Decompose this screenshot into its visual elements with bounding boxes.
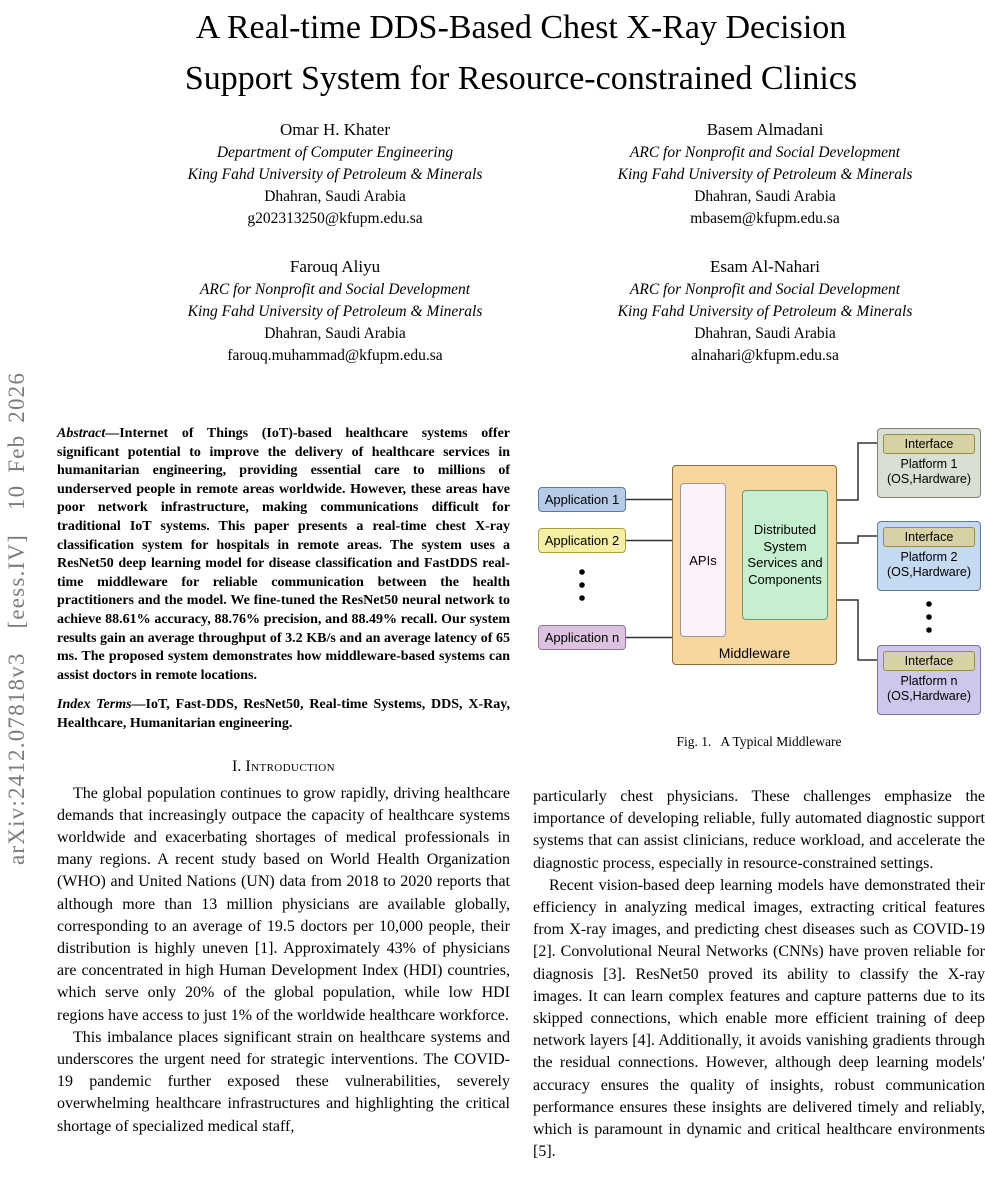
distributed-services-box: Distributed System Services and Components <box>742 490 828 620</box>
right-column-text <box>533 786 985 1163</box>
author-name: Farouq Aliyu <box>289 257 381 276</box>
application-n-box: Application n <box>538 625 626 650</box>
arxiv-watermark: arXiv:2412.07818v3 [eess.IV] 10 Feb 2026 <box>4 371 29 865</box>
author-name: Omar H. Khater <box>280 120 390 139</box>
author-university: King Fahd University of Petroleum & Minerals <box>617 166 913 183</box>
interface-box-1: Interface <box>883 434 975 454</box>
intro-paragraph-1: The global population continues to grow rapidly, driving healthcare demands that increasingly outpace the capacity of healthcare systems worldwide and exacerbating shortages of medical professionals in many regions. A recent study based on World Health Organization (WHO) and United Nations (UN) data from 2018 to 2020 reports that although more than 13 million physicians are available globally, corresponding to an average of 19.5 doctors per 10,000 people, their distribution is highly uneven [1]. Approximately 43% of physicians are concentrated in high Human Development Index (HDI) countries, which serve only 20% of the global population, while low HDI regions have access to just 1% of the worldwide healthcare workforce. <box>57 784 510 1024</box>
author-block <box>120 118 980 367</box>
author-email: alnahari@kfupm.edu.sa <box>691 347 839 364</box>
paper-title <box>57 2 985 104</box>
middleware-diagram <box>533 425 985 725</box>
author-name: Esam Al-Nahari <box>710 257 820 276</box>
intro-paragraph-4: Recent vision-based deep learning models have demonstrated their efficiency in analyzing medical images, extracting critical features from X-ray images, and predicting chest diseases such as COVID-19 [2]. Convolutional Neural Networks (CNNs) have proven reliable for diagnosis [3]. ResNet50 proved its ability to classify the X-ray images. It can learn complex features and capture patterns due to its skipped connections, which enable more efficient training of deep network layers [4]. Additionally, it avoids vanishing gradients through the residual connections. However, although deep learning models' accuracy ensures the quality of insights, robust communication performance ensures these insights are delivered timely and reliably, which is paramount in dynamic and critical healthcare environments [5]. <box>533 876 985 1161</box>
author-3 <box>120 255 550 367</box>
interface-box-n: Interface <box>883 651 975 671</box>
applications-ellipsis-dots <box>579 569 585 601</box>
section-number: I. <box>232 757 242 775</box>
application-2-box: Application 2 <box>538 528 626 553</box>
platform-1-name: Platform 1 <box>900 457 958 471</box>
platform-1-group <box>877 428 981 498</box>
platform2-connector <box>837 536 877 543</box>
section-heading-introduction <box>57 758 510 776</box>
author-university: King Fahd University of Petroleum & Minerals <box>187 303 483 320</box>
author-location: Dhahran, Saudi Arabia <box>264 188 406 205</box>
author-location: Dhahran, Saudi Arabia <box>694 325 836 342</box>
figure-caption-text: A Typical Middleware <box>720 734 842 749</box>
middleware-label: Middleware <box>718 645 791 661</box>
author-department: ARC for Nonprofit and Social Development <box>629 281 901 298</box>
platform-n-sub: (OS,Hardware) <box>886 689 972 703</box>
author-department: ARC for Nonprofit and Social Development <box>199 281 471 298</box>
author-location: Dhahran, Saudi Arabia <box>264 325 406 342</box>
author-email: farouq.muhammad@kfupm.edu.sa <box>227 347 443 364</box>
left-column <box>57 425 510 1138</box>
platform-2-group <box>877 521 981 591</box>
author-department: ARC for Nonprofit and Social Development <box>629 144 901 161</box>
abstract-text: —Internet of Things (IoT)-based healthcare systems offer significant potential to improve the delivery of healthcare services in humanitarian engineering, providing essential care to millions of underserved people in remote areas worldwide. However, these areas have poor network infrastructure, making communications difficult for traditional IoT systems. This paper presents a real-time chest X-ray classification system for hospitals in remote areas. The system uses a ResNet50 deep learning model for disease classification and FastDDS real-time middleware for reliable communication between the health practitioners and the model. We fine-tuned the ResNet50 neural network to achieve 88.61% accuracy, 88.76% precision, and 88.49% recall. Our system results gain an average throughput of 3.2 KB/s and an average latency of 65 ms. The proposed system demonstrates how middleware-based systems can assist doctors in remote locations. <box>57 426 510 683</box>
index-terms <box>57 696 510 733</box>
index-terms-label: Index Terms <box>57 697 132 713</box>
author-4 <box>550 255 980 367</box>
platform-n-group <box>877 645 981 715</box>
author-1 <box>120 118 550 230</box>
platform-2-name: Platform 2 <box>900 550 958 564</box>
section-title: Introduction <box>245 757 335 775</box>
apis-box: APIs <box>680 483 726 637</box>
platform-n-connector <box>837 600 877 660</box>
application-1-box: Application 1 <box>538 487 626 512</box>
author-email: mbasem@kfupm.edu.sa <box>690 210 840 227</box>
right-column <box>533 425 985 1163</box>
figure-1-middleware-diagram <box>533 425 985 750</box>
paper-title-line2: Support System for Resource-constrained Clinics <box>184 60 858 97</box>
author-university: King Fahd University of Petroleum & Minerals <box>617 303 913 320</box>
platform-n-name: Platform n <box>900 674 958 688</box>
abstract <box>57 425 510 685</box>
paper-title-line1: A Real-time DDS-Based Chest X-Ray Decision <box>195 9 847 46</box>
author-university: King Fahd University of Petroleum & Minerals <box>187 166 483 183</box>
intro-paragraph-2: This imbalance places significant strain on healthcare systems and underscores the urgent need for strategic interventions. The COVID-19 pandemic further exposed these vulnerabilities, severely overwhelming healthcare infrastructures and highlighting the critical shortage of specialized medical staff, <box>57 1028 510 1135</box>
abstract-label: Abstract <box>57 426 106 441</box>
interface-box-2: Interface <box>883 527 975 547</box>
figure-caption <box>533 734 985 750</box>
index-terms-text: —IoT, Fast-DDS, ResNet50, Real-time Systems, DDS, X-Ray, Healthcare, Humanitarian engineering. <box>57 697 510 731</box>
author-department: Department of Computer Engineering <box>216 144 454 161</box>
platforms-ellipsis-dots <box>926 601 932 633</box>
platform-1-sub: (OS,Hardware) <box>886 472 972 486</box>
author-2 <box>550 118 980 230</box>
author-name: Basem Almadani <box>706 120 824 139</box>
platform1-connector <box>837 443 877 500</box>
author-location: Dhahran, Saudi Arabia <box>694 188 836 205</box>
platform-2-sub: (OS,Hardware) <box>886 565 972 579</box>
figure-caption-label: Fig. 1. <box>676 734 712 749</box>
author-email: g202313250@kfupm.edu.sa <box>247 210 423 227</box>
intro-paragraph-3: particularly chest physicians. These challenges emphasize the importance of developing reliable, fully automated diagnostic support systems that can assist clinicians, reduce workload, and accelerate the diagnostic process, especially in resource-constrained settings. <box>533 788 985 872</box>
